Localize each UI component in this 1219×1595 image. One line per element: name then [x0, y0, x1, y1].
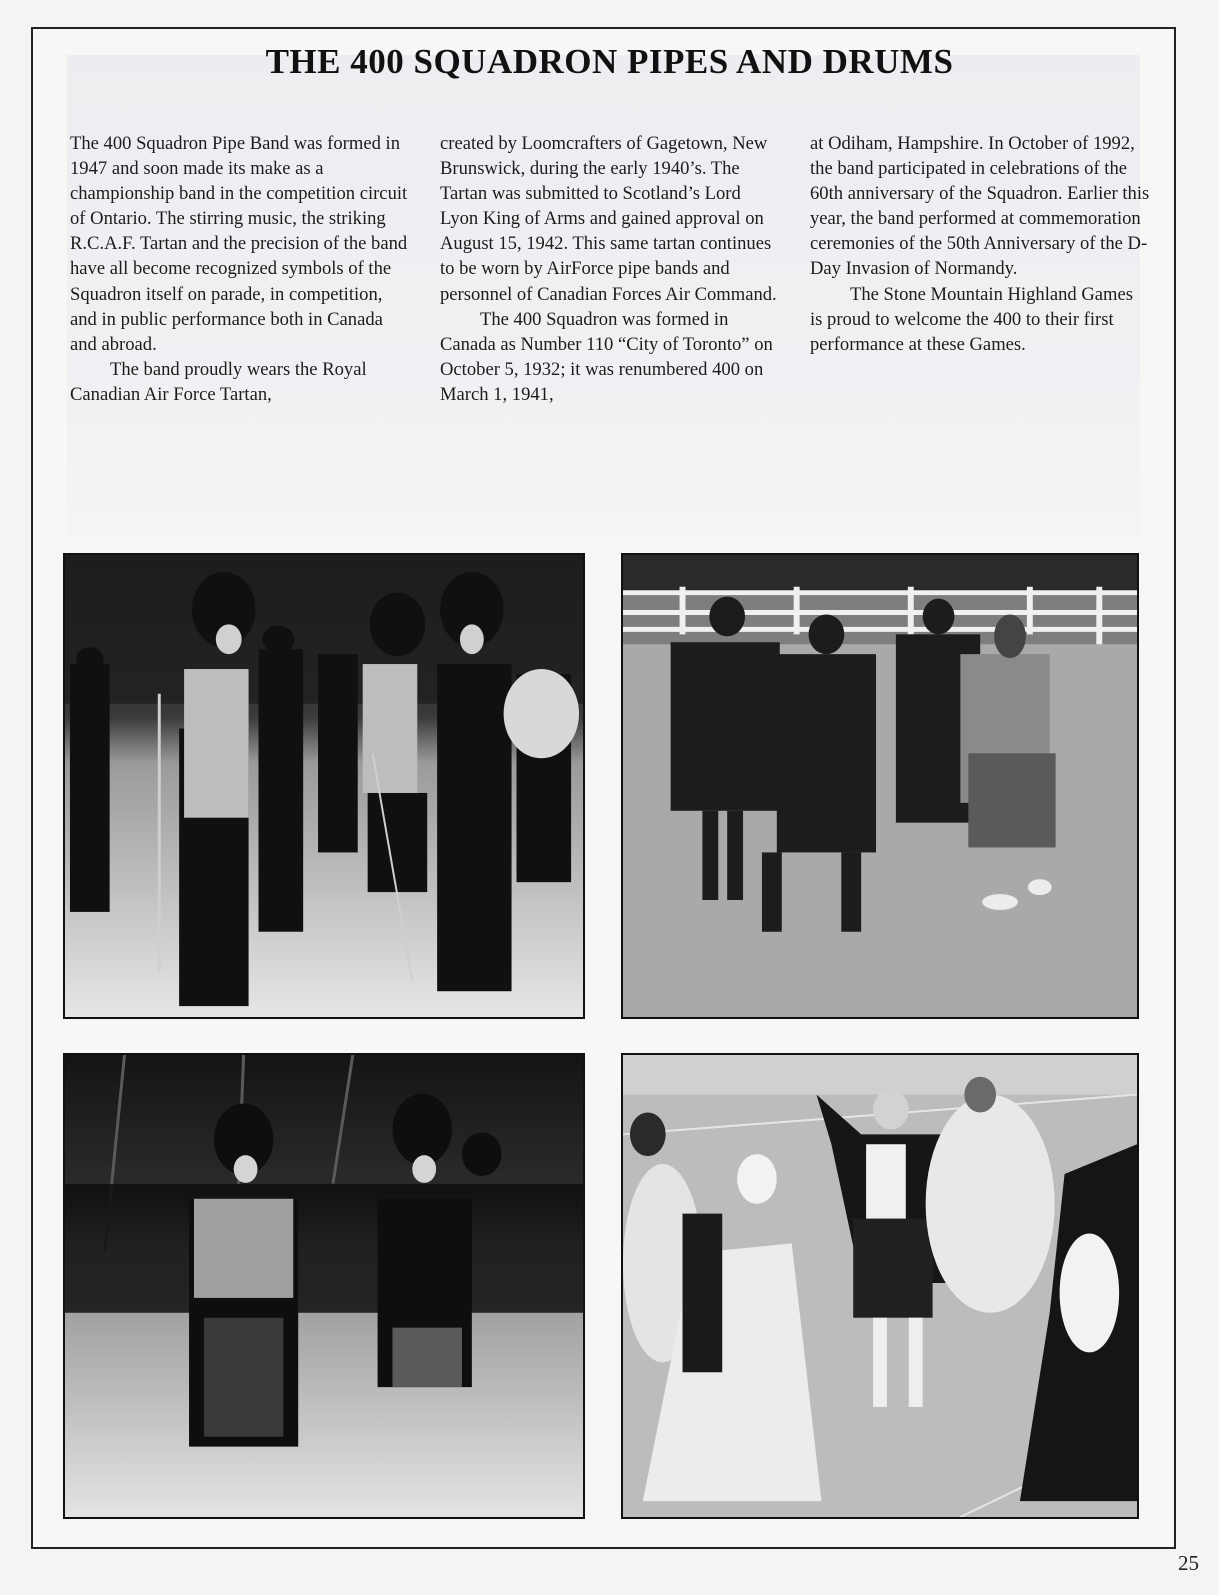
text-column-2: [440, 131, 780, 407]
paragraph: The 400 Squadron Pipe Band was formed in 1947 and soon made its make as a championship band in the competition circuit of Ontario. The stirring music, the striking R.C.A.F. Tartan and the precision of the band have all become recognized symbols of the Squadron itself on parade, in competition, and in public performance both in Canada and abroad.: [70, 133, 408, 355]
paragraph: at Odiham, Hampshire. In October of 1992, the band participated in celebrations of the 60th anniversary of the Squadron. Earlier this year, the band performed at commemoration ceremonies of the 50th Anniversary of the D-Day Invasion of Normandy.: [810, 133, 1150, 280]
paragraph: created by Loomcrafters of Gagetown, New Brunswick, during the early 1940’s. The Tartan was submitted to Scotland’s Lord Lyon King of Arms and gained approval on August 15, 1942. This same tartan continues to be worn by AirForce pipe bands and personnel of Canadian Forces Air Command.: [440, 133, 777, 305]
paragraph: The 400 Squadron was formed in Canada as Number 110 “City of Toronto” on October 5, 1932; it was renumbered 400 on March 1, 1941,: [440, 308, 773, 405]
text-column-3: [810, 131, 1150, 357]
page-number: 25: [1178, 1551, 1199, 1575]
page-title: THE 400 SQUADRON PIPES AND DRUMS: [265, 42, 954, 81]
text-column-1: [70, 131, 410, 407]
pipers-marching-photo: [63, 1053, 585, 1519]
marching-kilted-group-photo: [621, 553, 1139, 1019]
highland-dancers-photo: [621, 1053, 1139, 1519]
paragraph: The Stone Mountain Highland Games is proud to welcome the 400 to their first performance at these Games.: [810, 283, 1133, 355]
paragraph: The band proudly wears the Royal Canadian Air Force Tartan,: [70, 358, 367, 405]
band-formation-photo: [63, 553, 585, 1019]
